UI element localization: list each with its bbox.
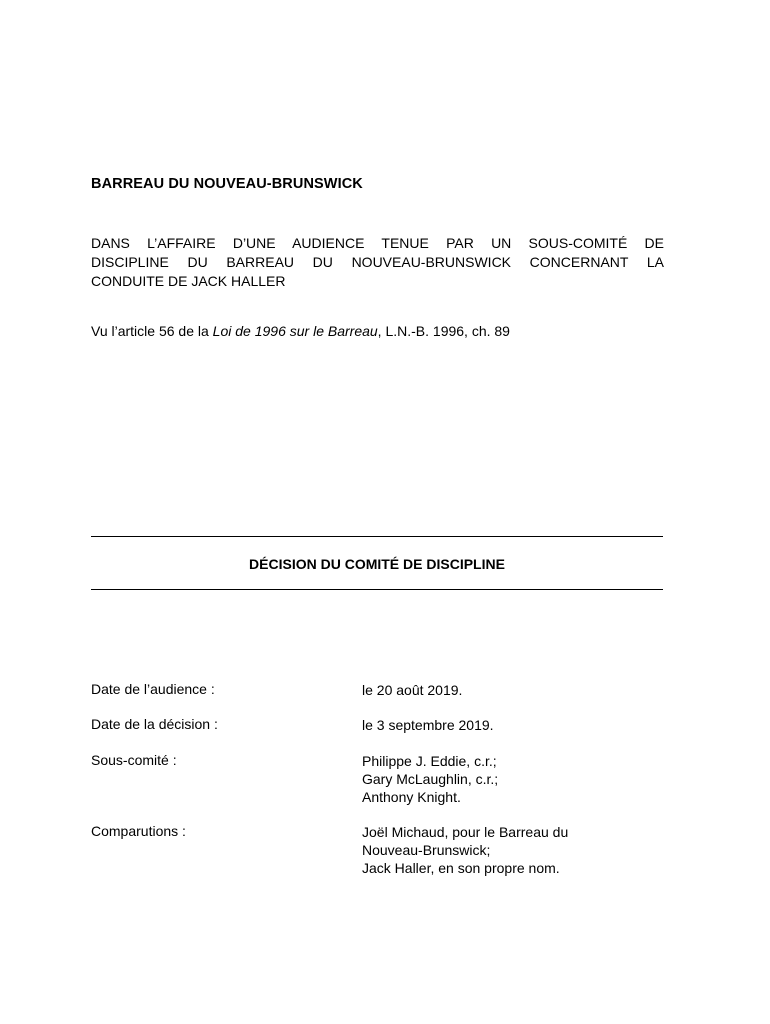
- hearing-date-text: le 20 août 2019.: [362, 682, 463, 698]
- appearances-label: Comparutions :: [91, 823, 186, 839]
- appearance-line: Joël Michaud, pour le Barreau du: [362, 824, 569, 840]
- panel-member: Philippe J. Eddie, c.r.;: [362, 753, 497, 769]
- case-caption-line: CONDUITE DE JACK HALLER: [91, 273, 286, 289]
- appearance-line: Jack Haller, en son propre nom.: [362, 860, 560, 876]
- panel-member: Anthony Knight.: [362, 789, 461, 805]
- statute-act-title: Loi de 1996 sur le Barreau: [212, 323, 378, 339]
- appearance-line: Nouveau-Brunswick;: [362, 842, 491, 858]
- panel-members: [362, 752, 498, 806]
- statute-prefix: Vu l’article 56 de la: [91, 323, 213, 339]
- case-caption-line: DISCIPLINE DU BARREAU DU NOUVEAU-BRUNSWICK CONCERNANT LA: [91, 254, 664, 270]
- decision-date-text: le 3 septembre 2019.: [362, 717, 494, 733]
- hearing-date-label: Date de l’audience :: [91, 681, 215, 697]
- divider-top: [91, 536, 663, 537]
- statute-suffix: , L.N.-B. 1996, ch. 89: [377, 323, 510, 339]
- divider-bottom: [91, 589, 663, 590]
- statute-reference: [91, 323, 510, 339]
- decision-date-label: Date de la décision :: [91, 716, 218, 732]
- case-caption-line: DANS L’AFFAIRE D’UNE AUDIENCE TENUE PAR UN SOUS-COMITÉ DE: [91, 235, 664, 251]
- decision-title: DÉCISION DU COMITÉ DE DISCIPLINE: [249, 556, 505, 572]
- panel-label: Sous-comité :: [91, 752, 177, 768]
- decision-date-value: [362, 716, 494, 734]
- panel-member: Gary McLaughlin, c.r.;: [362, 771, 499, 787]
- appearances-list: [362, 823, 568, 877]
- hearing-date-value: [362, 681, 462, 699]
- case-caption: [91, 234, 664, 291]
- document-header-title: BARREAU DU NOUVEAU-BRUNSWICK: [91, 176, 363, 192]
